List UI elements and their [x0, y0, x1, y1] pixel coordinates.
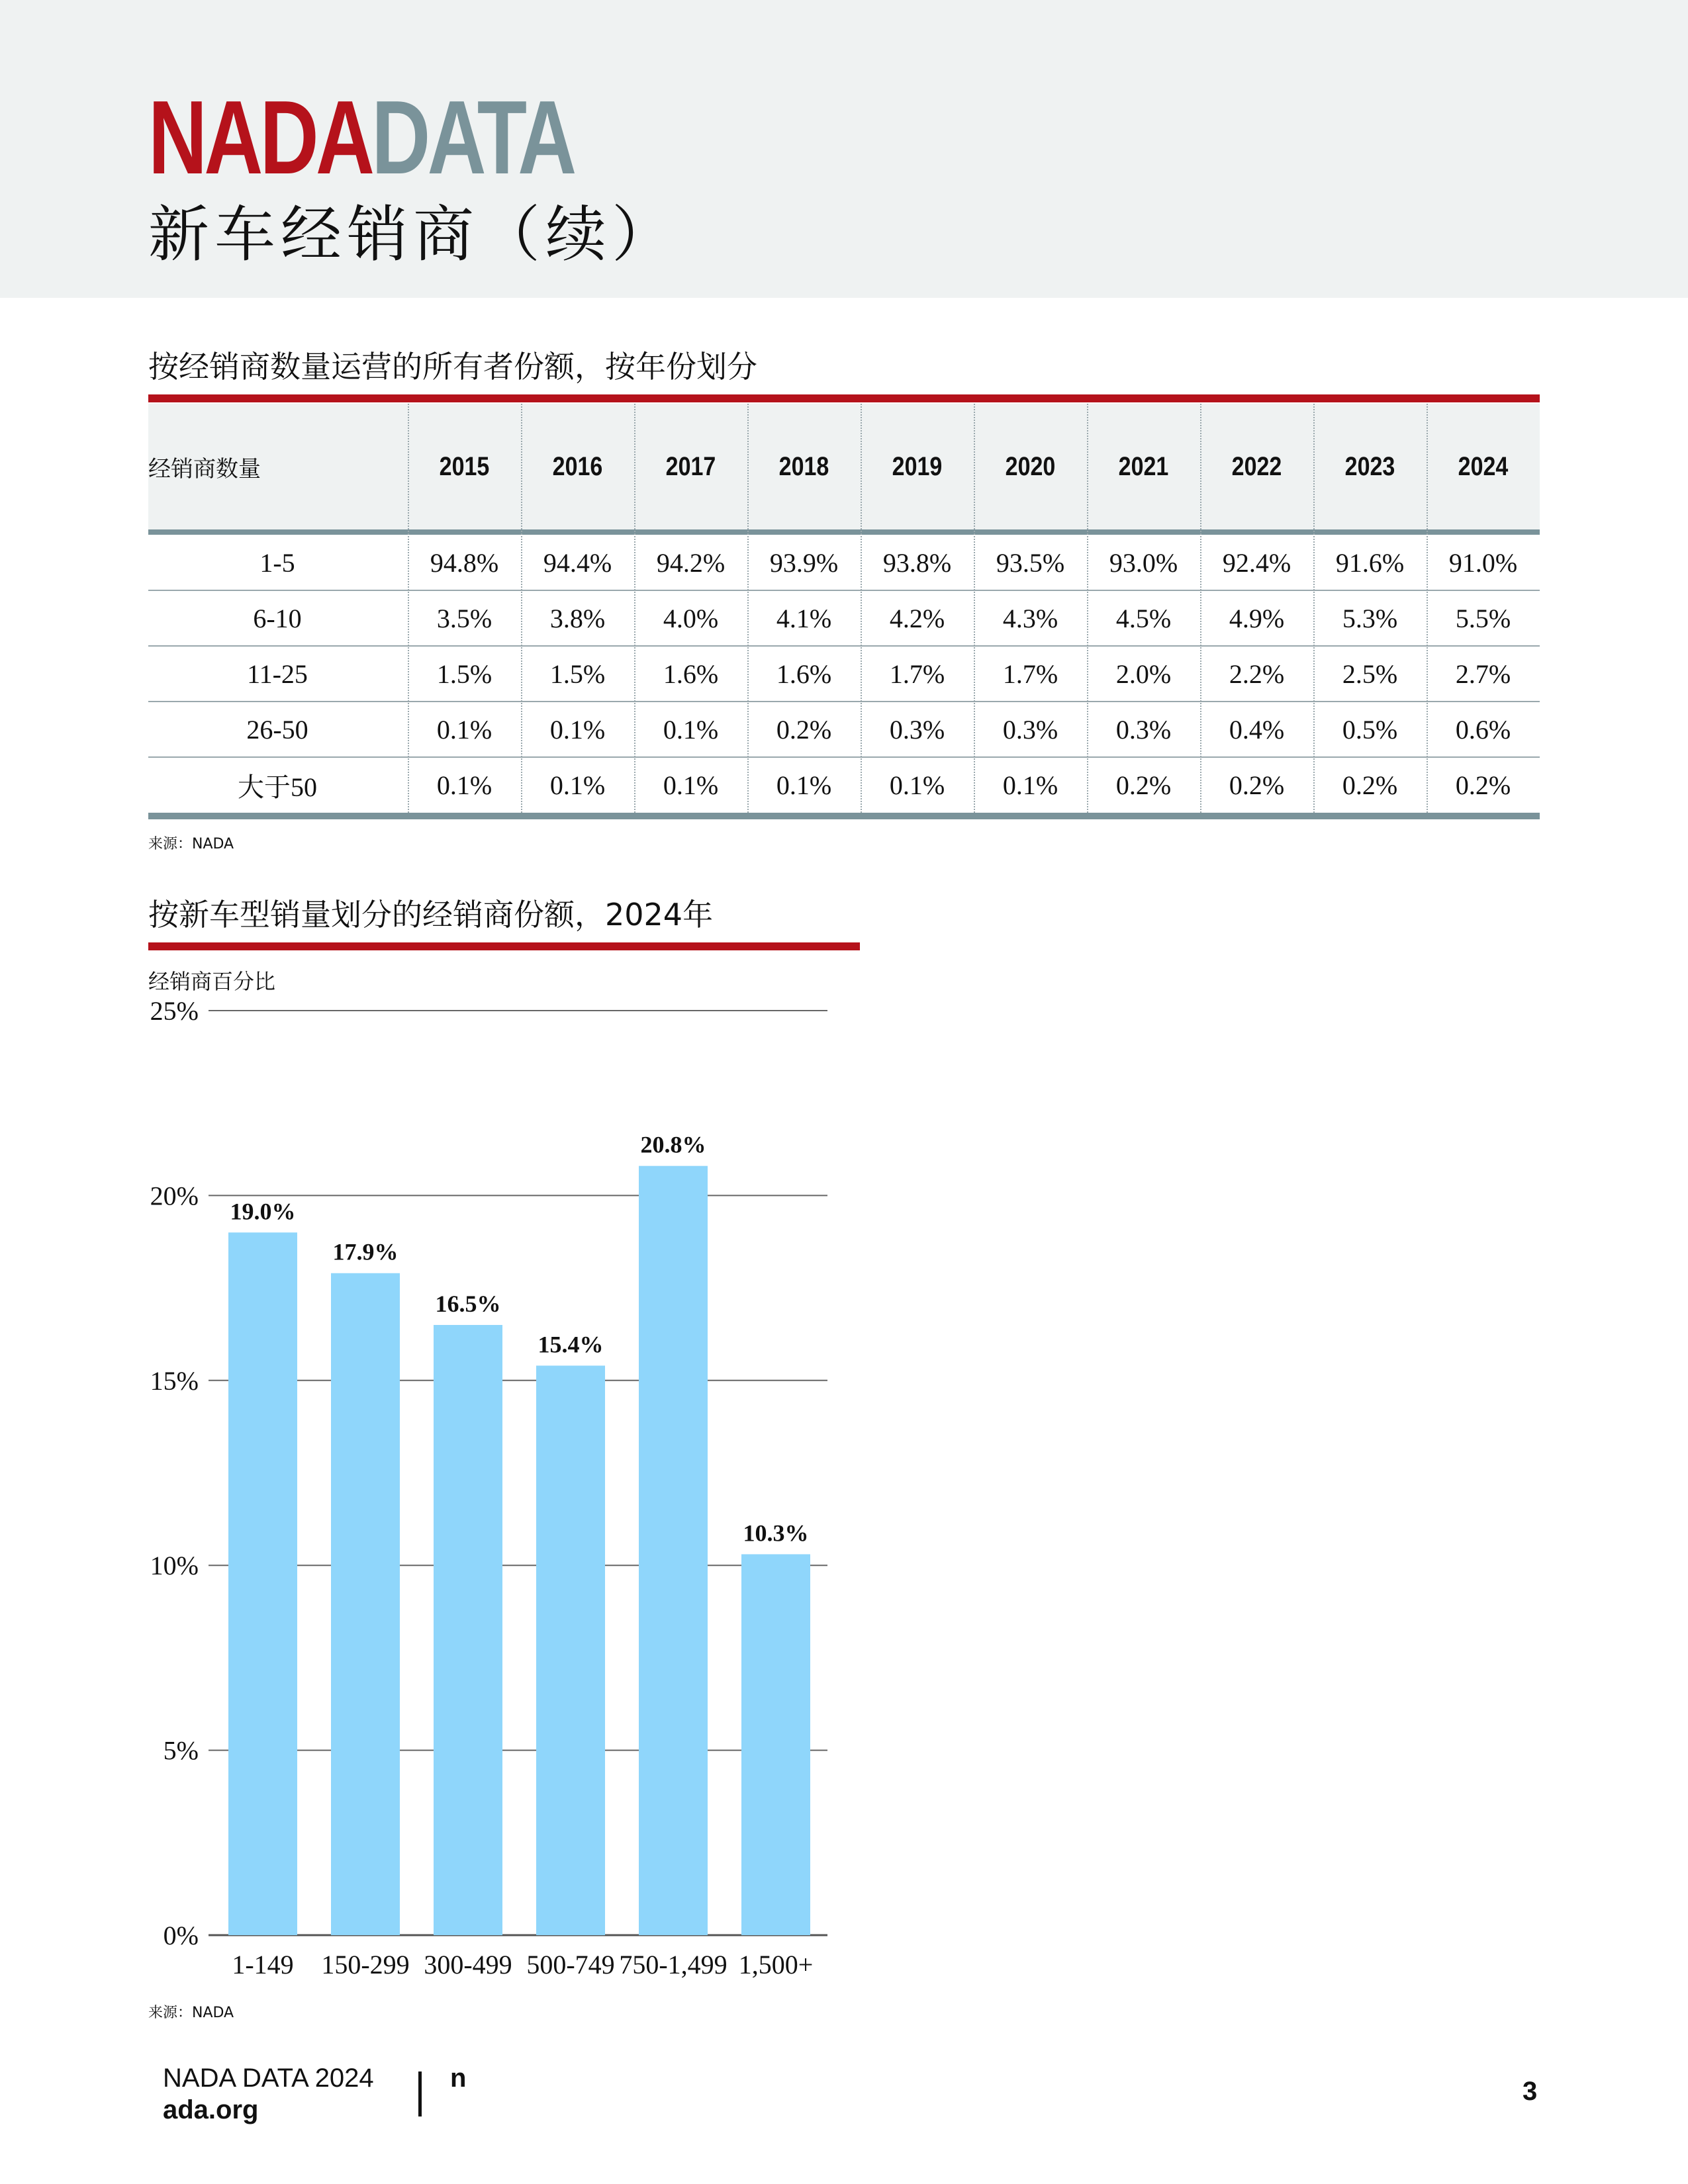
- table-header-divider: [148, 529, 1540, 535]
- row-label: 大于50: [238, 772, 317, 802]
- year-header-2023: 2023: [1344, 451, 1395, 481]
- year-header-2017: 2017: [665, 451, 716, 481]
- column-divider: [408, 404, 409, 813]
- bar: [331, 1273, 400, 1935]
- chart-y-axis-label: 经销商百分比: [148, 969, 276, 994]
- table-cell: 4.0%: [663, 603, 719, 633]
- table-cell: 93.9%: [769, 547, 839, 578]
- table-cell: 0.2%: [1115, 770, 1172, 800]
- table-cell: 93.8%: [882, 547, 952, 578]
- table-cell: 1.7%: [1002, 659, 1058, 689]
- y-tick-label: 15%: [150, 1365, 199, 1396]
- table-cell: 0.5%: [1342, 714, 1398, 745]
- bar-value-label: 10.3%: [743, 1520, 809, 1547]
- table-cell: 4.9%: [1229, 603, 1285, 633]
- table-cell: 0.2%: [1229, 770, 1285, 800]
- table-row-header: 经销商数量: [148, 455, 261, 482]
- table-cell: 2.5%: [1342, 659, 1398, 689]
- table-cell: 4.2%: [889, 603, 945, 633]
- table-cell: 0.1%: [663, 770, 719, 800]
- table-title: 按经销商数量运营的所有者份额，按年份划分: [148, 349, 757, 385]
- y-tick-label: 25%: [150, 996, 199, 1026]
- table-cell: 91.0%: [1448, 547, 1518, 578]
- table-row: [148, 535, 1540, 590]
- row-label: 6-10: [253, 603, 302, 633]
- table-cell: 0.6%: [1455, 714, 1511, 745]
- footer-mark: n: [450, 2064, 467, 2093]
- table-cell: 0.1%: [1002, 770, 1058, 800]
- bar-value-label: 15.4%: [538, 1331, 604, 1358]
- table-cell: 5.3%: [1342, 603, 1398, 633]
- year-header-2018: 2018: [778, 451, 829, 481]
- table-cell: 93.0%: [1109, 547, 1178, 578]
- row-label: 1-5: [259, 547, 295, 578]
- table-cell: 0.1%: [436, 770, 492, 800]
- table-cell: 93.5%: [996, 547, 1065, 578]
- column-divider: [1087, 404, 1088, 813]
- x-category-label: 150-299: [321, 1950, 410, 1979]
- chart-title-rule: [148, 942, 860, 950]
- table-row: [148, 646, 1540, 702]
- table-row: [148, 590, 1540, 646]
- table-cell: 0.2%: [776, 714, 832, 745]
- x-category-label: 1,500+: [738, 1950, 814, 1979]
- table-cell: 0.4%: [1229, 714, 1285, 745]
- row-label: 11-25: [247, 659, 308, 689]
- table-cell: 0.1%: [549, 770, 606, 800]
- table-cell: 0.1%: [776, 770, 832, 800]
- year-header-2015: 2015: [439, 451, 490, 481]
- column-divider: [1313, 404, 1315, 813]
- bar-value-label: 16.5%: [435, 1290, 501, 1317]
- bar-value-label: 17.9%: [332, 1238, 399, 1265]
- table-cell: 4.3%: [1002, 603, 1058, 633]
- footer-publication: NADA DATA 2024: [163, 2064, 374, 2093]
- y-tick-label: 0%: [163, 1921, 199, 1950]
- page-number: 3: [1523, 2077, 1538, 2106]
- table-row: [148, 757, 1540, 813]
- table-title-rule: [148, 394, 1540, 402]
- chart-title: 按新车型销量划分的经销商份额，2024年: [148, 897, 714, 933]
- table-cell: 1.6%: [776, 659, 832, 689]
- column-divider: [1200, 404, 1201, 813]
- year-header-2019: 2019: [892, 451, 943, 481]
- table-cell: 0.3%: [1115, 714, 1172, 745]
- brand-logo: [148, 79, 574, 196]
- table-cell: 0.1%: [436, 714, 492, 745]
- table-cell: 3.5%: [436, 603, 492, 633]
- year-header-2024: 2024: [1458, 451, 1509, 481]
- table-cell: 0.1%: [889, 770, 945, 800]
- bar: [536, 1365, 605, 1935]
- table-cell: 1.5%: [549, 659, 606, 689]
- brand-logo-nada: NADA: [148, 79, 372, 196]
- table-cell: 1.7%: [889, 659, 945, 689]
- table-cell: 0.2%: [1342, 770, 1398, 800]
- table-cell: 1.6%: [663, 659, 719, 689]
- chart-source: 来源：NADA: [148, 2005, 234, 2021]
- y-tick-label: 20%: [150, 1181, 199, 1211]
- bar: [434, 1325, 502, 1935]
- table-cell: 94.2%: [656, 547, 726, 578]
- brand-logo-data: DATA: [371, 79, 574, 196]
- table-bottom-border: [148, 813, 1540, 819]
- column-divider: [861, 404, 862, 813]
- column-divider: [521, 404, 522, 813]
- table-cell: 94.4%: [543, 547, 612, 578]
- table-cell: 2.7%: [1455, 659, 1511, 689]
- table-cell: 92.4%: [1222, 547, 1291, 578]
- table-source: 来源：NADA: [148, 836, 234, 852]
- year-header-2020: 2020: [1005, 451, 1056, 481]
- table-cell: 0.3%: [889, 714, 945, 745]
- year-header-2022: 2022: [1231, 451, 1282, 481]
- x-category-label: 300-499: [424, 1950, 512, 1979]
- table-cell: 0.3%: [1002, 714, 1058, 745]
- table-cell: 2.0%: [1115, 659, 1172, 689]
- table-cell: 5.5%: [1455, 603, 1511, 633]
- page-title: 新车经销商（续）: [148, 199, 679, 270]
- year-header-2021: 2021: [1118, 451, 1169, 481]
- table-cell: 1.5%: [436, 659, 492, 689]
- footer-website: ada.org: [163, 2095, 259, 2124]
- x-category-label: 500-749: [526, 1950, 615, 1979]
- bar-value-label: 20.8%: [640, 1131, 706, 1158]
- table-row: [148, 702, 1540, 757]
- x-category-label: 750-1,499: [619, 1950, 727, 1979]
- column-divider: [974, 404, 975, 813]
- table-cell: 4.1%: [776, 603, 832, 633]
- y-tick-label: 10%: [150, 1551, 199, 1581]
- bar: [228, 1232, 297, 1935]
- bar-value-label: 19.0%: [230, 1198, 296, 1225]
- table-cell: 0.2%: [1455, 770, 1511, 800]
- column-divider: [1427, 404, 1428, 813]
- column-divider: [634, 404, 635, 813]
- column-divider: [747, 404, 749, 813]
- table-cell: 94.8%: [430, 547, 499, 578]
- table-cell: 3.8%: [549, 603, 606, 633]
- table-cell: 0.1%: [549, 714, 606, 745]
- row-label: 26-50: [246, 714, 308, 745]
- table-cell: 91.6%: [1335, 547, 1405, 578]
- table-cell: 2.2%: [1229, 659, 1285, 689]
- bar: [741, 1554, 810, 1935]
- x-category-label: 1-149: [232, 1950, 294, 1979]
- bar: [639, 1166, 708, 1935]
- table-cell: 4.5%: [1115, 603, 1172, 633]
- year-header-2016: 2016: [552, 451, 603, 481]
- table-header: [148, 404, 1540, 529]
- y-tick-label: 5%: [163, 1735, 199, 1766]
- table-cell: 0.1%: [663, 714, 719, 745]
- footer-divider: [418, 2071, 422, 2116]
